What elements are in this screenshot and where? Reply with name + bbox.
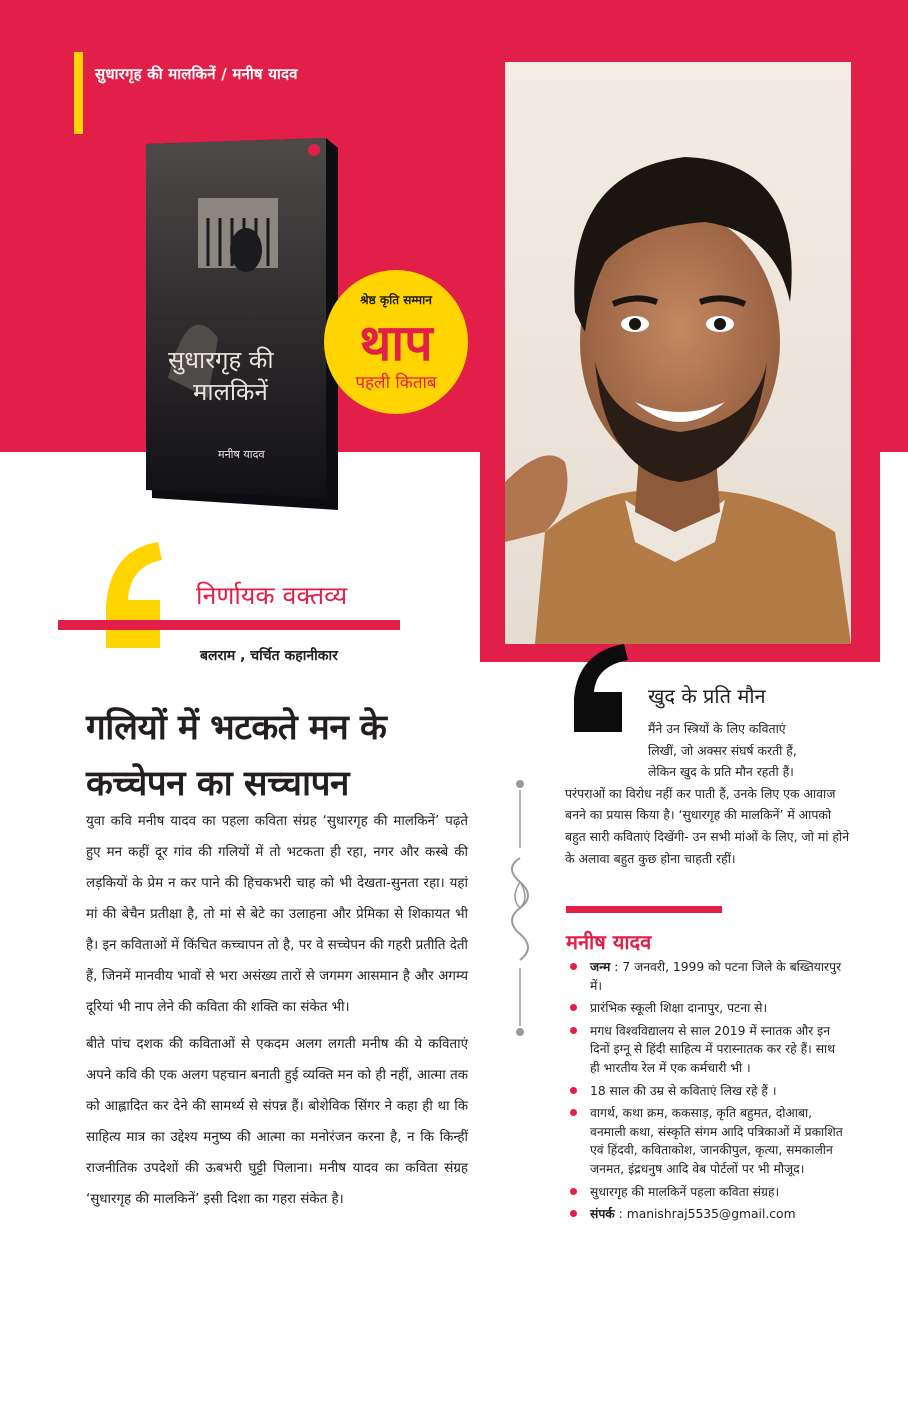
quote-rest: परंपराओं का विरोध नहीं कर पाती हैं, उनके लिए एक आवाज बनने का प्रयास किया है। ‘सुधारगृह की मालकिनें’ में आपको बहुत सारी कविताएं दिखेंगी- उन सभी मांओं के लिए, जो मां होने के अलावा बहुत कुछ होना चाहती रहीं। <box>565 785 850 866</box>
bio-text: वागर्थ, कथा क्रम, ककसाड़, कृति बहुमत, दोआबा, वनमाली कथा, संस्कृति संगम आदि पत्रिकाओं में प्रकाशित एवं हिंदवी, कविताकोश, जानकीपुल, कृत्या, समकालीन जनमत, इंद्रधनुष आदि वेब पोर्टलों पर भी मौजूद। <box>590 1106 843 1176</box>
bio-name: मनीष यादव <box>566 930 652 954</box>
bullet-icon <box>570 1027 577 1034</box>
bio-text: सुधारगृह की मालकिनें पहला कविता संग्रह। <box>590 1184 780 1199</box>
paragraph: बीते पांच दशक की कविताओं से एकदम अलग लगती मनीष की ये कविताएं अपने कवि की एक अलग पहचान बनाती हुई व्यक्ति मन को ही नहीं, आत्मा तक को आह्लादित कर देने की सामर्थ्य से संपन्न हैं। बोशेविक सिंगर ने कहा ही था कि साहित्य मात्र का उद्देश्य मनुष्य की आत्मा का मनोरंजन करना है, न कि किन्हीं राजनीतिक उपदेशों की ऊबभरी घुट्टी पिलाना। मनीष यादव का कविता संग्रह ‘सुधारगृह की मालकिनें’ इसी दिशा का गहरा संकेत है। <box>86 1037 468 1207</box>
list-item <box>566 1183 846 1202</box>
bullet-icon <box>570 1087 577 1094</box>
ornament-divider <box>500 778 540 1038</box>
yellow-accent-bar <box>74 52 83 134</box>
list-item <box>566 1082 846 1101</box>
bullet-icon <box>570 1210 577 1217</box>
bio-text: : manishraj5535@gmail.com <box>614 1207 796 1222</box>
badge-bottom: पहली किताब <box>355 373 437 393</box>
section-rule <box>58 620 400 630</box>
author-photo <box>505 62 851 644</box>
bullet-icon <box>570 1188 577 1195</box>
quote-mark-icon <box>88 536 166 654</box>
quote-line: लेकिन खुद के प्रति मौन रहती हैं। <box>648 764 794 780</box>
headline-line1: गलियों में भटकते मन के <box>86 708 387 748</box>
badge-top: श्रेष्ठ कृति सम्मान <box>360 293 432 307</box>
bio-list <box>566 958 846 1228</box>
bio-label: जन्म <box>590 960 611 974</box>
bio-rule <box>566 906 722 913</box>
headline <box>86 700 486 812</box>
list-item <box>566 1205 846 1224</box>
quote-line: लिखीं, जो अक्सर संघर्ष करती हैं, <box>648 742 797 758</box>
section-label: निर्णायक वक्तव्य <box>196 581 348 610</box>
paragraph: युवा कवि मनीष यादव का पहला कविता संग्रह ‘सुधारगृह की मालकिनें’ पढ़ते हुए मन कहीं दूर गांव की गलियों में तो भटकता ही रहा, नगर और कस्बे की लड़कियों के प्रेम न कर पाने की हिचकभरी चाह को भी देखता-सुनता रहा। यहां मां की बेचैन प्रतीक्षा है, तो मां से बेटे का उलाहना और प्रेमिका से शिकायत भी है। इन कविताओं में किंचित कच्चापन तो है, पर वे सच्चेपन की गहरी प्रतीति देती हैं, जिनमें मानवीय भावों से भरा असंख्य तारों से जगमग आसमान है और अगम्य दूरियां भी नाप लेने की कविता की शक्ति का संकेत भी। <box>86 814 468 1015</box>
quote-title: खुद के प्रति मौन <box>648 684 766 708</box>
bullet-icon <box>570 1109 577 1116</box>
list-item <box>566 958 846 995</box>
bio-text: मगध विश्वविद्यालय से साल 2019 में स्नातक और इन दिनों इग्नू से हिंदी साहित्य में परास्नातक कर रहे हैं। साथ ही भारतीय रेल में एक कर्मचारी भी । <box>590 1023 836 1075</box>
bio-text: : 7 जनवरी, 1999 को पटना जिले के बख्तियारपुर में। <box>590 960 842 993</box>
book-title-line1: सुधारगृह की <box>168 346 274 374</box>
bio-text: प्रारंभिक स्कूली शिक्षा दानापुर, पटना से। <box>590 1001 768 1016</box>
bullet-icon <box>570 963 577 970</box>
running-head: सुधारगृह की मालकिनें / मनीष यादव <box>95 65 298 83</box>
quote-text <box>565 718 855 869</box>
badge-main: थाप <box>359 314 433 372</box>
bullet-icon <box>570 1004 577 1011</box>
byline: बलराम , चर्चित कहानीकार <box>200 648 338 664</box>
quote-line: मैंने उन स्त्रियों के लिए कविताएं <box>648 721 786 736</box>
bio-text: 18 साल की उम्र से कविताएं लिख रहे हैं । <box>590 1083 777 1098</box>
book-title-line2: मालकिनें <box>193 378 268 406</box>
book-author: मनीष यादव <box>218 448 265 461</box>
article-body <box>86 806 468 1221</box>
list-item <box>566 999 846 1018</box>
list-item <box>566 1022 846 1078</box>
list-item <box>566 1104 846 1178</box>
headline-line2: कच्चेपन का सच्चापन <box>86 764 349 804</box>
bio-label: संपर्क <box>590 1207 615 1222</box>
award-badge <box>322 268 470 416</box>
